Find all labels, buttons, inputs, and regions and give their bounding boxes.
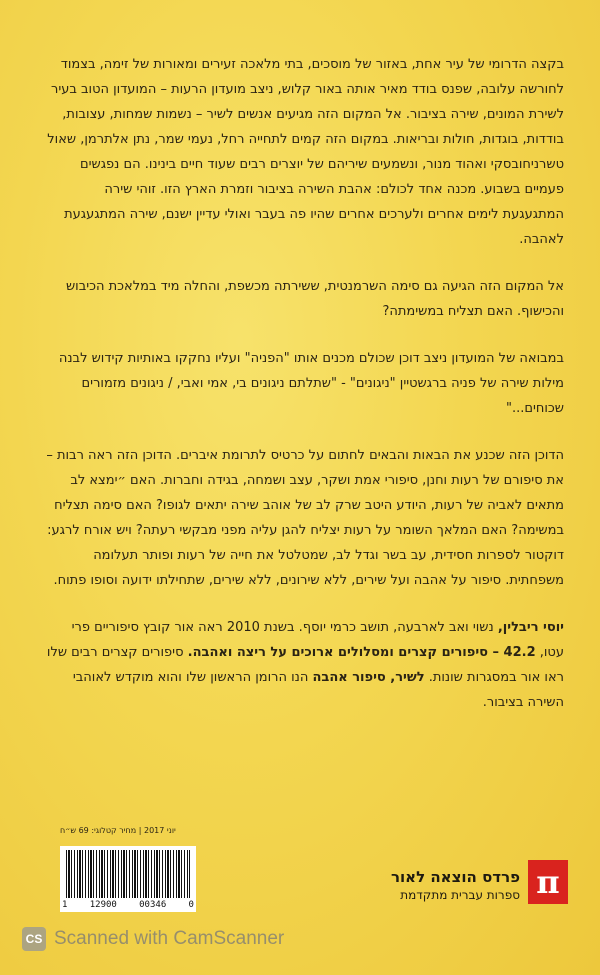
bio-text-b: סיפורים קצרים רבים שלו ראו אור במסגרות שונות.	[46, 645, 564, 685]
publisher-tagline: ספרות עברית מתקדמת	[400, 888, 520, 902]
barcode-digits	[62, 900, 194, 910]
paragraph-2: אל המקום הזה הגיעה גם סימה השרמנטית, ששירתה מכשפת, והחלה מיד במלאכת הכיבוש והכישוף. האם תצליח במשימתה?	[65, 279, 564, 319]
publisher-name: פרדס הוצאה לאור	[390, 868, 520, 886]
barcode-digit-group: 00346	[139, 900, 167, 910]
bio-text-a: נשוי ואב לארבעה, תושב כרמי יוסף. בשנת 2010 ראה אור קובץ סיפוריים פרי עטו,	[71, 620, 564, 660]
camscanner-icon: CS	[22, 927, 46, 951]
scanner-watermark	[22, 927, 284, 951]
barcode-digit-group: 1	[62, 900, 68, 910]
publisher-block	[391, 868, 520, 902]
bio-book-b: לשיר, סיפור אהבה	[312, 670, 425, 685]
blurb-text	[44, 52, 564, 715]
paragraph-1: בקצה הדרומי של עיר אחת, באזור של מוסכים, בתי מלאכה זעירים ומאורות של זימה, בצמוד לחורשה עלובה, שפנס בודד מאיר אותה באור קלוש, ניצב מועדון הרעות – המועדון הטוב בעיר לשירת המונים, שירה בציבור. אל המקום הזה מגיעים אנשים לשיר – נשמות שמחות, עצובות, בודדות, בוגדות, חולות ובריאות. במקום הזה קמים לתחייה רחל, נעמי שמר, נתן אלתרמן, שאול טשרניחובסקי ואהוד מנור, ונשמעים שיריהם של יוצרים רבים שעוד חיים בינינו. הם נפגשים פעמיים בשבוע. מכנה אחד לכולם: אהבת השירה בציבור וזמרת הארץ הזו. זוהי שירה המתגעגעת לימים אחרים ולערכים אחרים שהיו פה בעבר ואולי עדיין ישנם, שירה המתגעגעת לאהבה.	[47, 57, 564, 247]
paragraph-4: הדוכן הזה שכנע את הבאות והבאים לחתום על כרטיס לתרומת איברים. הדוכן הזה ראה רבות – את סיפורם של רעות וחנן, סיפורי אמת ושקר, עצב ושמחה, בגידה וחברות. האם ״ימצא לב מתאים לאביה של רעות, היודע היטב שרק לב של אוהב שירה יתאים לגופו? האם סימה תצליח במשימה? האם המלאך השומר על רעות יצליח להגן עליה מפני מבקשי רעתה? ויש אורח לרגע: דוקטור לספרות חסידית, עב בשר וגדל לב, שמטלטל את חייה של רעות ופותר תעלומה משפחתית. סיפור על אהבה ועל שירים, ללא שירונים, ללא שירים, שתחילתו ידועה וסופו פתוח.	[46, 448, 564, 588]
publisher-logo-icon: π	[528, 860, 568, 904]
barcode-digit-group: 0	[188, 900, 194, 910]
bio-text-c: הנו הרומן הראשון שלו והוא מוקדש לאוהבי השירה בציבור.	[72, 670, 564, 710]
author-bio	[44, 615, 564, 715]
barcode-bars	[66, 850, 190, 898]
paragraph-3: במבואה של המועדון ניצב דוכן שכולם מכנים אותו "הפניה" ועליו נחקקו באותיות קידוש לבנה מילות שירה של פניה ברגשטיין "ניגונים" - "שתלתם ניגונים בי, אמי ואבי, / ניגונים מזמורים שכוחים..."	[58, 351, 564, 416]
date-price-line: יוני 2017 | מחיר קטלוגי: 69 ש״ח	[60, 826, 176, 835]
bio-book-a: 42.2 – סיפורים קצרים ומסלולים ארוכים על ריצה ואהבה.	[187, 645, 536, 660]
watermark-text: Scanned with CamScanner	[54, 928, 285, 949]
barcode-digit-group: 12900	[89, 900, 117, 910]
author-name: יוסי ריבלין,	[497, 620, 564, 635]
barcode	[60, 846, 196, 912]
